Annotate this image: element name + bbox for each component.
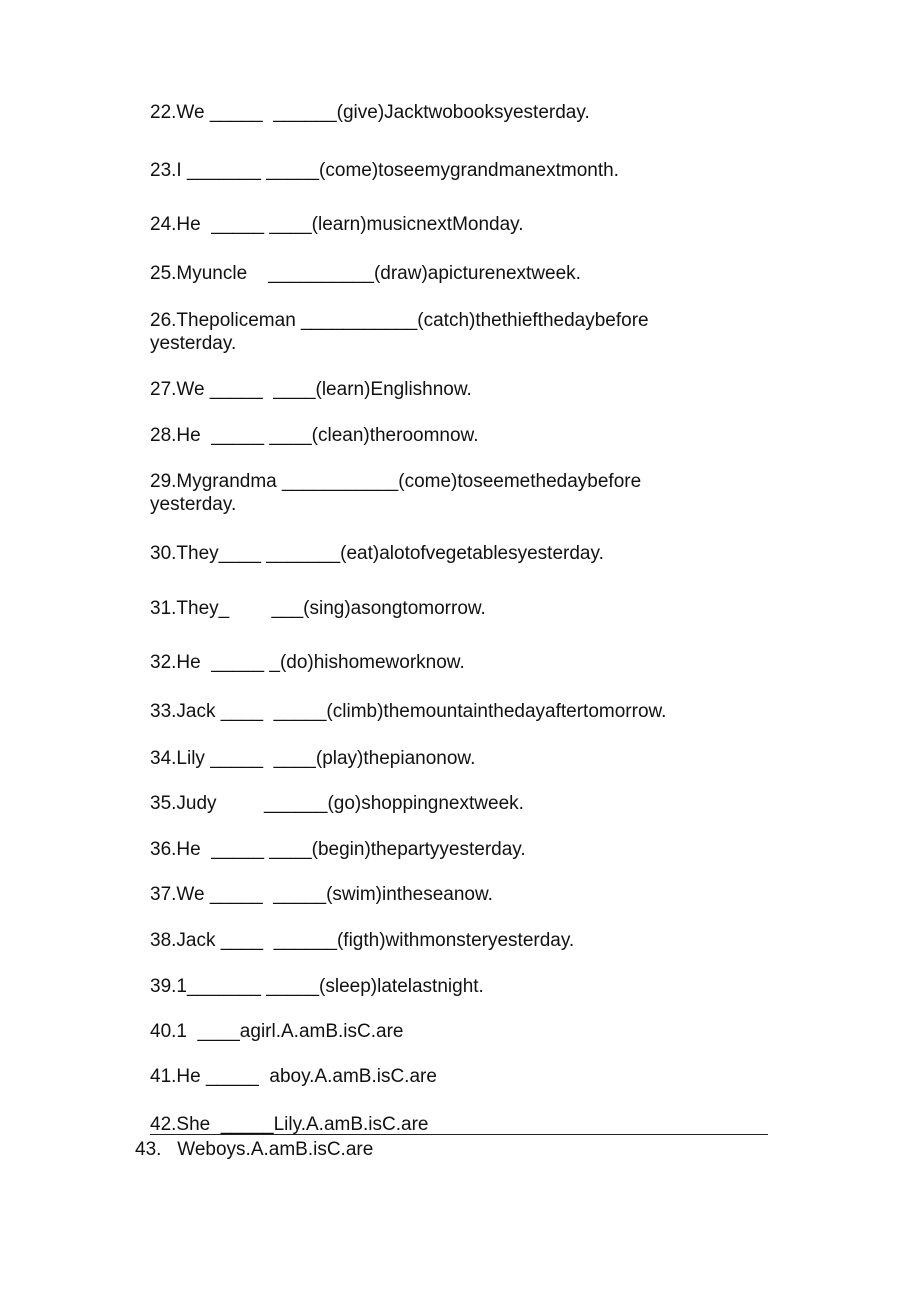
question-28: 28.He _____ ____(clean)theroomnow. [150, 425, 479, 446]
question-30: 30.They____ _______(eat)alotofvegetablesyesterday. [150, 543, 604, 564]
question-36: 36.He _____ ____(begin)thepartyyesterday. [150, 839, 526, 860]
question-37: 37.We _____ _____(swim)intheseanow. [150, 884, 493, 905]
question-35: 35.Judy ______(go)shoppingnextweek. [150, 793, 524, 814]
question-33: 33.Jack ____ _____(climb)themountainthedayaftertomorrow. [150, 701, 667, 722]
question-31: 31.They_ ___(sing)asongtomorrow. [150, 598, 486, 619]
question-43: 43. Weboys.A.amB.isC.are [135, 1139, 374, 1160]
question-34: 34.Lily _____ ____(play)thepianonow. [150, 748, 476, 769]
question-26: 26.Thepoliceman ___________(catch)thethiefthedaybefore yesterday. [150, 310, 649, 354]
horizontal-rule [150, 1134, 768, 1135]
question-41: 41.He _____ aboy.A.amB.isC.are [150, 1066, 437, 1087]
question-22: 22.We _____ ______(give)Jacktwobooksyesterday. [150, 102, 590, 123]
question-29: 29.Mygrandma ___________(come)toseemethedaybefore yesterday. [150, 471, 642, 515]
question-23: 23.I _______ _____(come)toseemygrandmanextmonth. [150, 160, 619, 181]
question-40: 40.1 ____agirl.A.amB.isC.are [150, 1021, 404, 1042]
question-42: 42.She _____Lily.A.amB.isC.are [150, 1114, 429, 1135]
question-27: 27.We _____ ____(learn)Englishnow. [150, 379, 472, 400]
question-38: 38.Jack ____ ______(figth)withmonsteryesterday. [150, 930, 575, 951]
question-24: 24.He _____ ____(learn)musicnextMonday. [150, 214, 524, 235]
question-39: 39.1_______ _____(sleep)latelastnight. [150, 976, 484, 997]
question-25: 25.Myuncle __________(draw)apicturenextweek. [150, 263, 581, 284]
question-32: 32.He _____ _(do)hishomeworknow. [150, 652, 465, 673]
